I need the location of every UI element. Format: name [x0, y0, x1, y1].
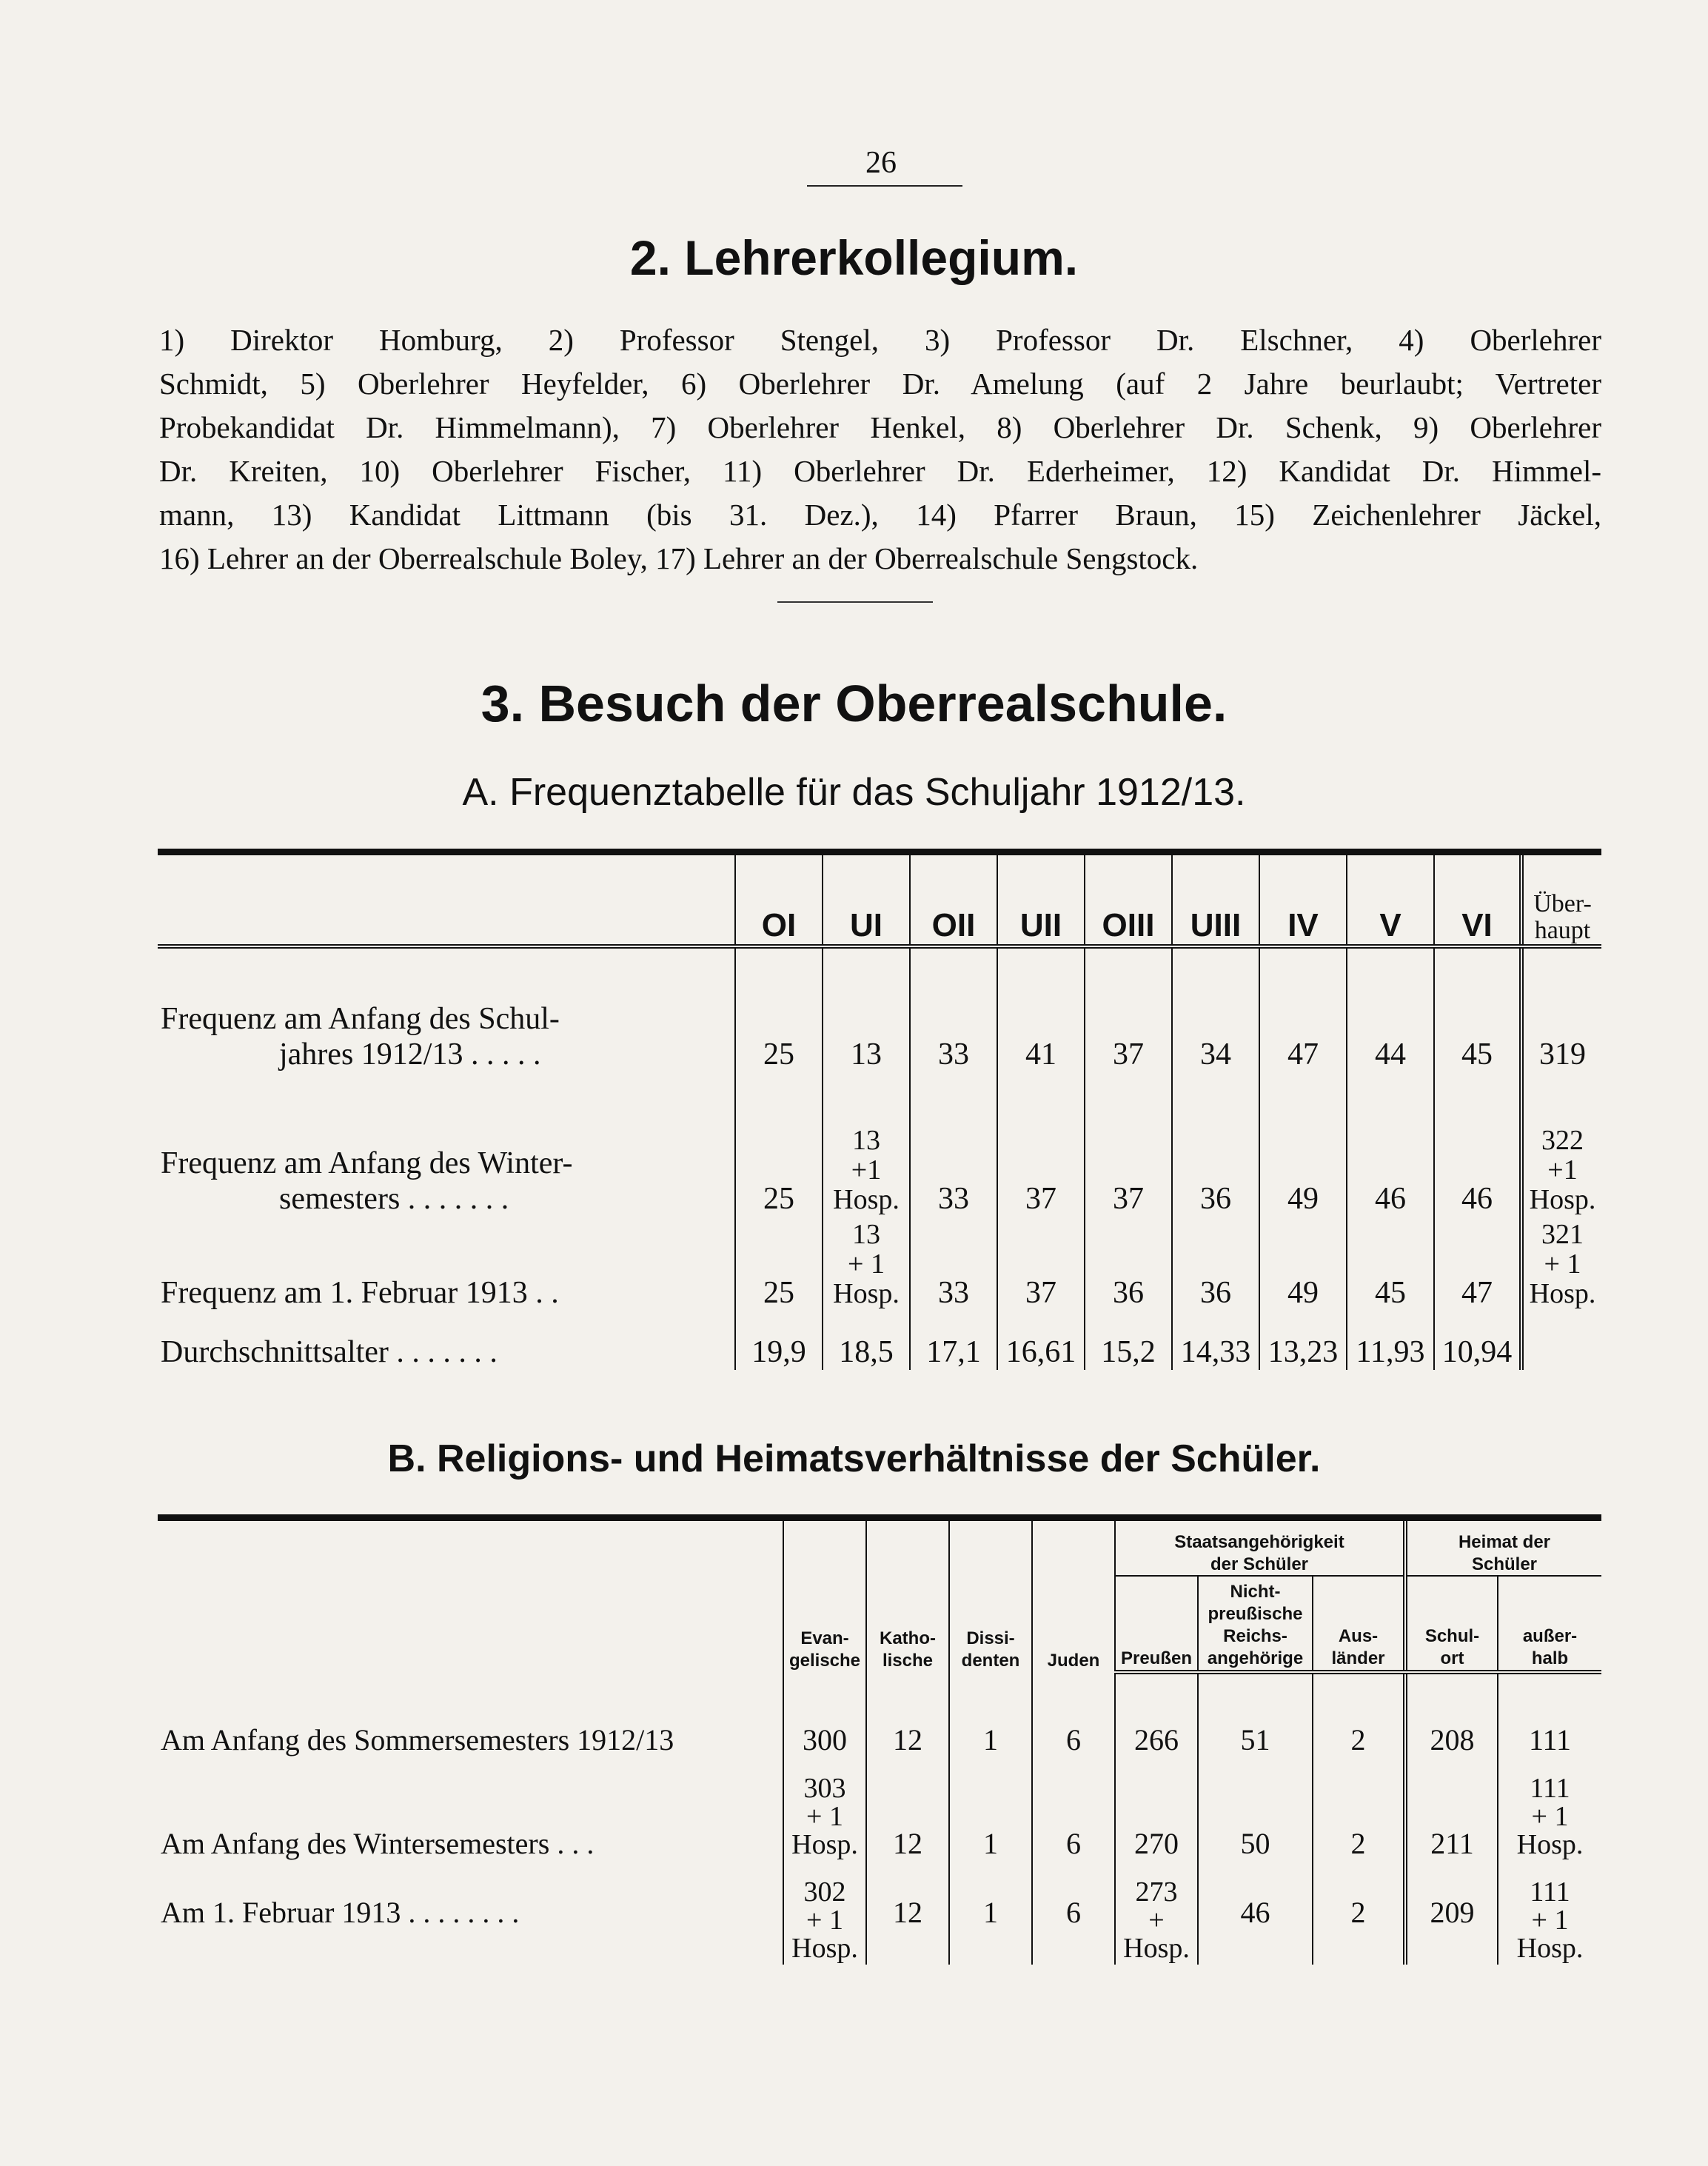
cell: 36: [1172, 1217, 1259, 1311]
cell: 33: [910, 1217, 997, 1311]
religion-table: [158, 1514, 1601, 1965]
hdr-line: Schüler: [1471, 1554, 1538, 1574]
cell: 37: [997, 1217, 1085, 1311]
header-v: V: [1347, 852, 1434, 947]
cell: 45: [1434, 946, 1521, 1072]
cell: 6: [1032, 1672, 1115, 1757]
cell-line: +: [1148, 1904, 1165, 1936]
header-heimat: [1405, 1518, 1601, 1576]
hdr-line: ort: [1440, 1648, 1464, 1668]
cell-line: + 1: [806, 1800, 843, 1832]
header-total: [1521, 852, 1601, 947]
cell-line: 322: [1541, 1125, 1584, 1156]
cell: 211: [1405, 1757, 1498, 1861]
hdr-line: Staatsangehörigkeit: [1174, 1531, 1344, 1552]
hdr-line: Nicht-: [1230, 1581, 1281, 1602]
row-label: Frequenz am 1. Februar 1913 . .: [161, 1276, 559, 1310]
staff-list: [159, 318, 1601, 581]
hdr-line: Dissi-: [966, 1628, 1015, 1648]
header-total-1: Über-: [1533, 890, 1592, 917]
cell: 41: [997, 946, 1085, 1072]
header-dissidenten: [949, 1518, 1032, 1672]
staff-line: Schmidt, 5) Oberlehrer Heyfelder, 6) Oberlehrer Dr. Amelung (auf 2 Jahre beurlaubt; Vertreter: [159, 367, 1601, 401]
cell-total: [1521, 1072, 1601, 1217]
frequency-table: [158, 849, 1601, 1370]
cell: 50: [1198, 1757, 1313, 1861]
header-uii: UII: [997, 852, 1085, 947]
cell-line: Hosp.: [833, 1278, 900, 1309]
hdr-line: angehörige: [1207, 1648, 1304, 1668]
cell-line: 273: [1135, 1876, 1178, 1908]
staff-line: Probekandidat Dr. Himmelmann), 7) Oberlehrer Henkel, 8) Oberlehrer Dr. Schenk, 9) Oberlehrer: [159, 410, 1601, 444]
hdr-line: länder: [1331, 1648, 1385, 1668]
staff-line: mann, 13) Kandidat Littmann (bis 31. Dez.), 14) Pfarrer Braun, 15) Zeichenlehrer Jäckel,: [159, 498, 1601, 532]
cell: 16,61: [997, 1311, 1085, 1370]
header-oi: OI: [735, 852, 823, 947]
cell-line: + 1: [806, 1904, 843, 1936]
row-label-line2: jahres 1912/13 . . . . .: [279, 1037, 541, 1072]
row-label-line2: semesters . . . . . . .: [279, 1182, 509, 1216]
cell-line: Hosp.: [833, 1184, 900, 1215]
cell: 208: [1405, 1672, 1498, 1757]
cell: [823, 1217, 910, 1311]
cell-line: 111: [1530, 1772, 1570, 1804]
cell: 2: [1313, 1672, 1405, 1757]
cell: 47: [1434, 1217, 1521, 1311]
cell: 111: [1498, 1672, 1601, 1757]
row-label-line1: Frequenz am Anfang des Winter-: [161, 1146, 573, 1180]
header-iv: IV: [1259, 852, 1347, 947]
header-juden: Juden: [1032, 1518, 1115, 1672]
hdr-line: denten: [961, 1650, 1020, 1671]
header-nicht-preussische: [1198, 1576, 1313, 1672]
header-evangelische: [783, 1518, 866, 1672]
cell: 46: [1347, 1072, 1434, 1217]
header-blank: [158, 1518, 783, 1672]
cell-line: + 1: [1544, 1249, 1581, 1280]
hdr-line: Heimat der: [1458, 1531, 1551, 1552]
section-title-besuch: 3. Besuch der Oberrealschule.: [480, 675, 1228, 732]
cell: 36: [1085, 1217, 1172, 1311]
cell: 300: [783, 1672, 866, 1757]
hdr-line: preußische: [1208, 1603, 1303, 1624]
cell-total: [1521, 1311, 1601, 1370]
cell: 266: [1115, 1672, 1198, 1757]
cell: [1115, 1861, 1198, 1965]
cell-line: 303: [803, 1772, 846, 1804]
cell: [1498, 1757, 1601, 1861]
cell-line: Hosp.: [1123, 1932, 1190, 1964]
header-auslaender: [1313, 1576, 1405, 1672]
cell: 37: [997, 1072, 1085, 1217]
cell: 1: [949, 1757, 1032, 1861]
cell-line: Hosp.: [791, 1932, 858, 1964]
hdr-line: halb: [1531, 1648, 1569, 1668]
cell: 49: [1259, 1072, 1347, 1217]
cell: 10,94: [1434, 1311, 1521, 1370]
header-vi: VI: [1434, 852, 1521, 947]
row-label: Am Anfang des Wintersemesters . . .: [161, 1826, 595, 1860]
cell: 209: [1405, 1861, 1498, 1965]
page-number: 26: [865, 146, 897, 180]
cell: 13: [823, 946, 910, 1072]
cell-total: 319: [1521, 946, 1601, 1072]
row-label: Durchschnittsalter . . . . . . .: [161, 1335, 498, 1369]
subheading-frequenztabelle: A. Frequenztabelle für das Schuljahr 1912/13.: [462, 771, 1246, 814]
hdr-line: der Schüler: [1210, 1554, 1309, 1574]
cell: 19,9: [735, 1311, 823, 1370]
hdr-line: Aus-: [1338, 1625, 1379, 1646]
cell: 12: [866, 1672, 949, 1757]
page-number-rule: [807, 185, 962, 187]
staff-line: 16) Lehrer an der Oberrealschule Boley, 17) Lehrer an der Oberrealschule Sengstock.: [159, 541, 1199, 575]
cell: [823, 1072, 910, 1217]
cell-line: + 1: [848, 1249, 885, 1280]
header-oiii: OIII: [1085, 852, 1172, 947]
cell-line: Hosp.: [1529, 1184, 1596, 1215]
cell: 33: [910, 1072, 997, 1217]
header-uiii: UIII: [1172, 852, 1259, 947]
row-label: Am 1. Februar 1913 . . . . . . . .: [161, 1896, 520, 1929]
cell: 1: [949, 1861, 1032, 1965]
cell: 25: [735, 946, 823, 1072]
header-preussen: Preußen: [1115, 1576, 1198, 1672]
cell: 12: [866, 1757, 949, 1861]
cell: 37: [1085, 1072, 1172, 1217]
cell: 33: [910, 946, 997, 1072]
header-ui: UI: [823, 852, 910, 947]
staff-line: Dr. Kreiten, 10) Oberlehrer Fischer, 11) Oberlehrer Dr. Ederheimer, 12) Kandidat Dr. Himmel-: [159, 454, 1601, 488]
cell: [783, 1757, 866, 1861]
cell-line: Hosp.: [1516, 1828, 1584, 1860]
cell: 13,23: [1259, 1311, 1347, 1370]
cell: 36: [1172, 1072, 1259, 1217]
header-ausserhalb: [1498, 1576, 1601, 1672]
header-oii: OII: [910, 852, 997, 947]
cell: [783, 1861, 866, 1965]
cell-line: 321: [1541, 1219, 1584, 1250]
header-total-2: haupt: [1534, 917, 1591, 944]
cell: 44: [1347, 946, 1434, 1072]
row-label: Am Anfang des Sommersemesters 1912/13: [161, 1722, 674, 1756]
cell-line: + 1: [1531, 1800, 1569, 1832]
cell: 12: [866, 1861, 949, 1965]
cell: 51: [1198, 1672, 1313, 1757]
cell: 15,2: [1085, 1311, 1172, 1370]
cell-total: [1521, 1217, 1601, 1311]
header-blank: [158, 852, 735, 947]
header-katholische: [866, 1518, 949, 1672]
hdr-line: Schul-: [1424, 1625, 1480, 1646]
header-staatsangehoerigkeit: [1115, 1518, 1405, 1576]
cell-line: 302: [803, 1876, 846, 1908]
hdr-line: Evan-: [800, 1628, 849, 1648]
subheading-religion: B. Religions- und Heimatsverhältnisse der Schüler.: [387, 1437, 1321, 1480]
cell: 46: [1198, 1861, 1313, 1965]
cell: 45: [1347, 1217, 1434, 1311]
cell: 2: [1313, 1757, 1405, 1861]
header-schulort: [1405, 1576, 1498, 1672]
cell: 17,1: [910, 1311, 997, 1370]
hdr-line: lische: [882, 1650, 934, 1671]
cell: 25: [735, 1072, 823, 1217]
cell-line: +1: [851, 1154, 882, 1186]
cell: 49: [1259, 1217, 1347, 1311]
row-label-line1: Frequenz am Anfang des Schul-: [161, 1002, 560, 1036]
divider: [777, 601, 933, 603]
cell: 6: [1032, 1757, 1115, 1861]
row-label: [158, 946, 735, 1072]
hdr-line: Katho-: [880, 1628, 936, 1648]
cell: 47: [1259, 946, 1347, 1072]
cell-line: 111: [1530, 1876, 1570, 1908]
cell-line: Hosp.: [791, 1828, 858, 1860]
staff-line: 1) Direktor Homburg, 2) Professor Stengel, 3) Professor Dr. Elschner, 4) Oberlehrer: [159, 323, 1601, 357]
cell: 2: [1313, 1861, 1405, 1965]
cell: 1: [949, 1672, 1032, 1757]
cell: 46: [1434, 1072, 1521, 1217]
cell-line: Hosp.: [1516, 1932, 1584, 1964]
cell: 25: [735, 1217, 823, 1311]
cell: 11,93: [1347, 1311, 1434, 1370]
cell-line: 13: [851, 1219, 880, 1250]
section-title-lehrerkollegium: 2. Lehrerkollegium.: [629, 230, 1079, 285]
cell: 34: [1172, 946, 1259, 1072]
row-label: [158, 1072, 735, 1217]
hdr-line: gelische: [788, 1650, 861, 1671]
cell: 270: [1115, 1757, 1198, 1861]
hdr-line: Reichs-: [1223, 1625, 1287, 1646]
cell: [1498, 1861, 1601, 1965]
hdr-line: außer-: [1522, 1625, 1578, 1646]
cell: 18,5: [823, 1311, 910, 1370]
cell-line: +1: [1547, 1154, 1578, 1186]
cell: 6: [1032, 1861, 1115, 1965]
cell: 37: [1085, 946, 1172, 1072]
cell-line: Hosp.: [1529, 1278, 1596, 1309]
cell-line: 13: [851, 1125, 880, 1156]
cell: 14,33: [1172, 1311, 1259, 1370]
cell-line: + 1: [1531, 1904, 1569, 1936]
